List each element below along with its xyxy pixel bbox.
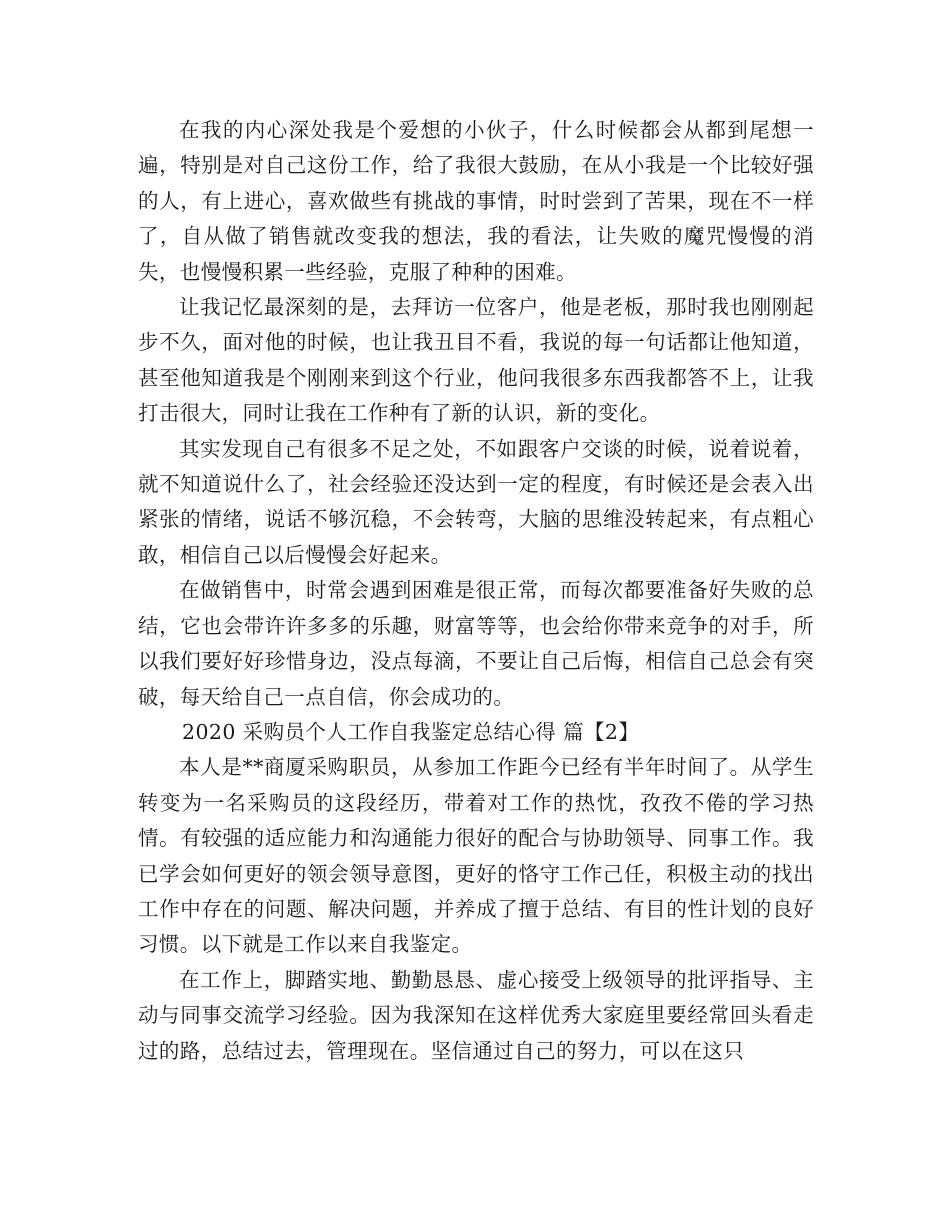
paragraph-4: 在做销售中，时常会遇到困难是很正常，而每次都要准备好失败的总结，它也会带许许多多的乐趣，财富等等，也会给你带来竞争的对手，所以我们要好好珍惜身边，没点每滴，不要让自己后悔，相信自己总会有突破，每天给自己一点自信，你会成功的。	[138, 578, 814, 709]
paragraph-6: 在工作上，脚踏实地、勤勤恳恳、虚心接受上级领导的批评指导、主动与同事交流学习经验。因为我深知在这样优秀大家庭里要经常回头看走过的路，总结过去，管理现在。坚信通过自己的努力，可以在这只	[138, 967, 814, 1063]
paragraph-3: 其实发现自己有很多不足之处，不如跟客户交谈的时候，说着说着，就不知道说什么了，社会经验还没达到一定的程度，有时候还是会表入出紧张的情绪，说话不够沉稳，不会转弯，大脑的思维没转起来，有点粗心敢，相信自己以后慢慢会好起来。	[138, 436, 814, 567]
paragraph-5: 本人是**商厦采购职员，从参加工作距今已经有半年时间了。从学生转变为一名采购员的这段经历，带着对工作的热忱，孜孜不倦的学习热情。有较强的适应能力和沟通能力很好的配合与协助领导、同事工作。我已学会如何更好的领会领导意图，更好的恪守工作己任，积极主动的找出工作中存在的问题、解决问题，并养成了擅于总结、有目的性计划的良好习惯。以下就是工作以来自我鉴定。	[138, 755, 814, 957]
paragraph-1: 在我的内心深处我是个爱想的小伙子，什么时候都会从都到尾想一遍，特别是对自己这份工作，给了我很大鼓励，在从小我是一个比较好强的人，有上进心，喜欢做些有挑战的事情，时时尝到了苦果，现在不一样了，自从做了销售就改变我的想法，我的看法，让失败的魔咒慢慢的消失，也慢慢积累一些经验，克服了种种的困难。	[138, 118, 814, 284]
section-heading: 2020 采购员个人工作自我鉴定总结心得 篇【2】	[182, 719, 640, 744]
document-page	[138, 113, 814, 1069]
paragraph-2: 让我记忆最深刻的是，去拜访一位客户，他是老板，那时我也刚刚起步不久，面对他的时候，也让我丑目不看，我说的每一句话都让他知道，甚至他知道我是个刚刚来到这个行业，他问我很多东西我都答不上，让我打击很大，同时让我在工作种有了新的认识，新的变化。	[138, 295, 814, 426]
